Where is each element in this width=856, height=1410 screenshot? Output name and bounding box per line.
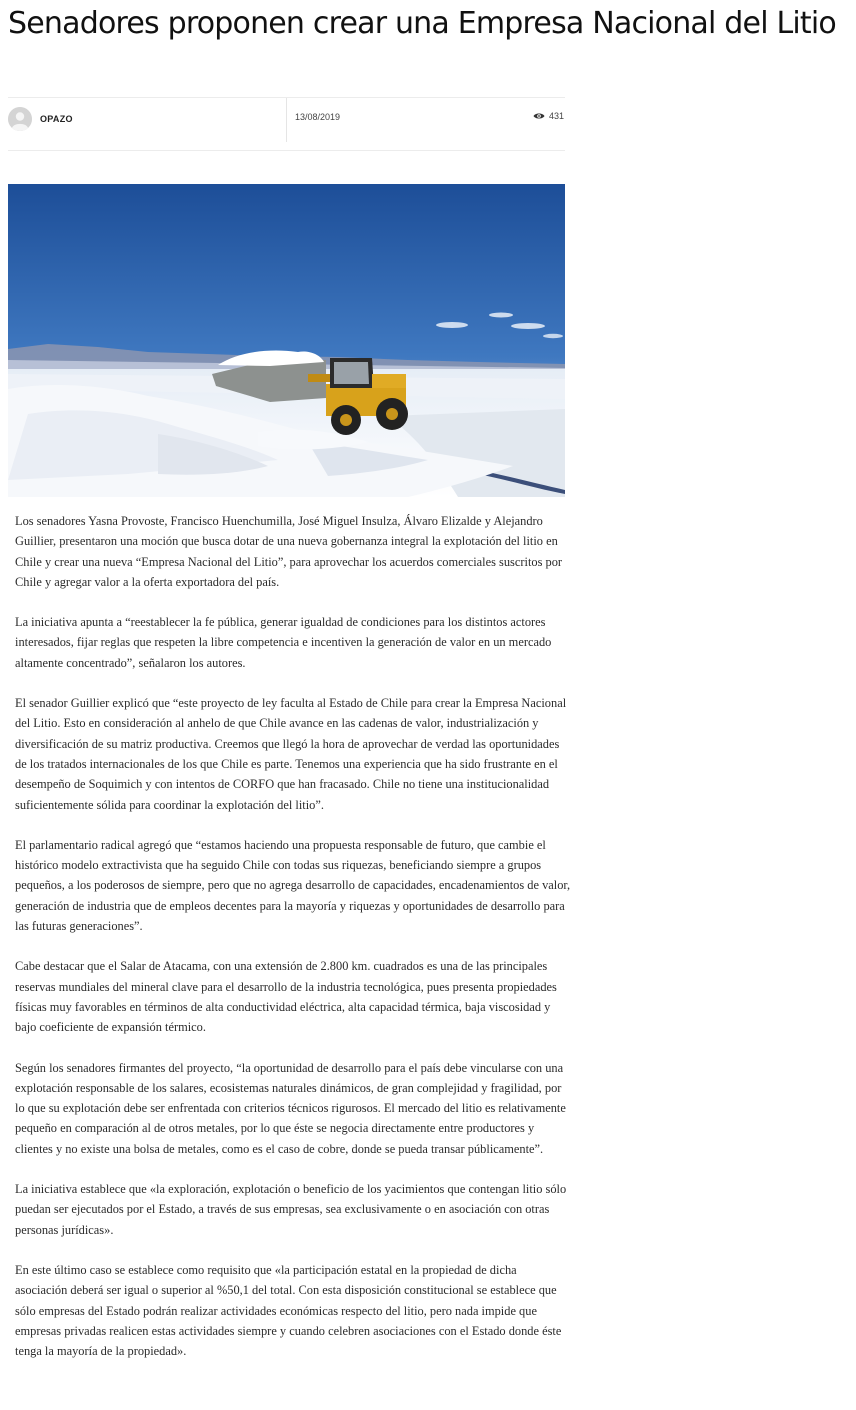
author-block[interactable]	[8, 107, 73, 131]
hero-image	[8, 184, 565, 497]
publish-date: 13/08/2019	[295, 112, 341, 122]
article-paragraph: Cabe destacar que el Salar de Atacama, con una extensión de 2.800 km. cuadrados es una de las principales reservas mundiales del mineral clave para el desarrollo de la industria tecnológica, pues presenta propiedades físicas muy favorables en términos de alta conductividad eléctrica, alta capacidad térmica, baja viscosidad y bajo coeficiente de expansión térmico.	[15, 959, 557, 1035]
user-avatar-icon[interactable]	[8, 107, 32, 131]
article-paragraph: La iniciativa apunta a “reestablecer la fe pública, generar igualdad de condiciones para los distintos actores interesados, fijar reglas que respeten la libre competencia e incentiven la generación de valor en un mercado altamente concentrado”, señalaron los autores.	[15, 615, 552, 670]
view-count-value: 431	[548, 111, 564, 121]
eye-icon	[533, 112, 545, 120]
article-paragraph: Según los senadores firmantes del proyecto, “la oportunidad de desarrollo para el país debe vincularse con una explotación responsable de los salares, ecosistemas naturales dinámicos, de gran complejidad y fragilidad, por lo que su explotación debe ser enfrentada con criterios técnicos rigurosos. El mercado del litio es relativamente pequeño en comparación al de otros metales, por lo que éste se negocia directamente entre productores y clientes y no existe una bolsa de metales, como es el caso de cobre, donde se pueda transar públicamente”.	[15, 1060, 566, 1156]
meta-divider	[286, 98, 287, 142]
article-body	[15, 511, 571, 1381]
author-name[interactable]: OPAZO	[40, 114, 73, 124]
article-paragraph: La iniciativa establece que «la exploración, explotación o beneficio de los yacimientos que contengan litio sólo puedan ser ejecutados por el Estado, a través de sus empresas, sea exclusivamente o en asociación con otras personas jurídicas».	[15, 1182, 567, 1237]
article-meta-bar	[8, 97, 565, 151]
article-paragraph: El senador Guillier explicó que “este proyecto de ley faculta al Estado de Chile para crear la Empresa Nacional del Litio. Esto en consideración al anhelo de que Chile avance en las cadenas de valor, industrialización y diversificación de su matriz productiva. Creemos que llegó la hora de aprovechar de verdad las oportunidades de los tratados internacionales de los que Chile es parte. Tenemos una experiencia que ha sido frustrante en el desempeño de Soquimich y con intentos de CORFO que han fracasado. Chile no tiene una institucionalidad suficientemente sólida para coordinar la explotación del litio”.	[15, 696, 567, 812]
article-paragraph: En este último caso se establece como requisito que «la participación estatal en la propiedad de dicha asociación deberá ser igual o superior al %50,1 del total. Con esta disposición constitucional se establece que sólo empresas del Estado podrán realizar actividades económicas respecto del litio, pero nada impide que empresas privadas realicen estas actividades siempre y cuando celebren asociaciones con el Estado donde éste tenga la mayoría de la propiedad».	[15, 1262, 562, 1359]
article-paragraph: Los senadores Yasna Provoste, Francisco Huenchumilla, José Miguel Insulza, Álvaro Elizalde y Alejandro Guillier, presentaron una moción que busca dotar de una nueva gobernanza integral la explotación del litio en Chile y crear una nueva “Empresa Nacional del Litio”, para aprovechar los acuerdos comerciales suscritos por Chile y agregar valor a la oferta exportadora del país.	[15, 514, 563, 589]
view-count	[533, 111, 564, 121]
article-paragraph: El parlamentario radical agregó que “estamos haciendo una propuesta responsable de futuro, que cambie el histórico modelo extractivista que ha seguido Chile con todas sus riquezas, beneficiando siempre a grupos pequeños, a los poderosos de siempre, pero que no agrega desarrollo de capacidades, encadenamientos de valor, generación de industria que de empleos decentes para la mayoría y riquezas y oportunidades de desarrollo para las futuras generaciones”.	[15, 837, 571, 934]
article-title: Senadores proponen crear una Empresa Nacional del Litio	[8, 6, 836, 41]
